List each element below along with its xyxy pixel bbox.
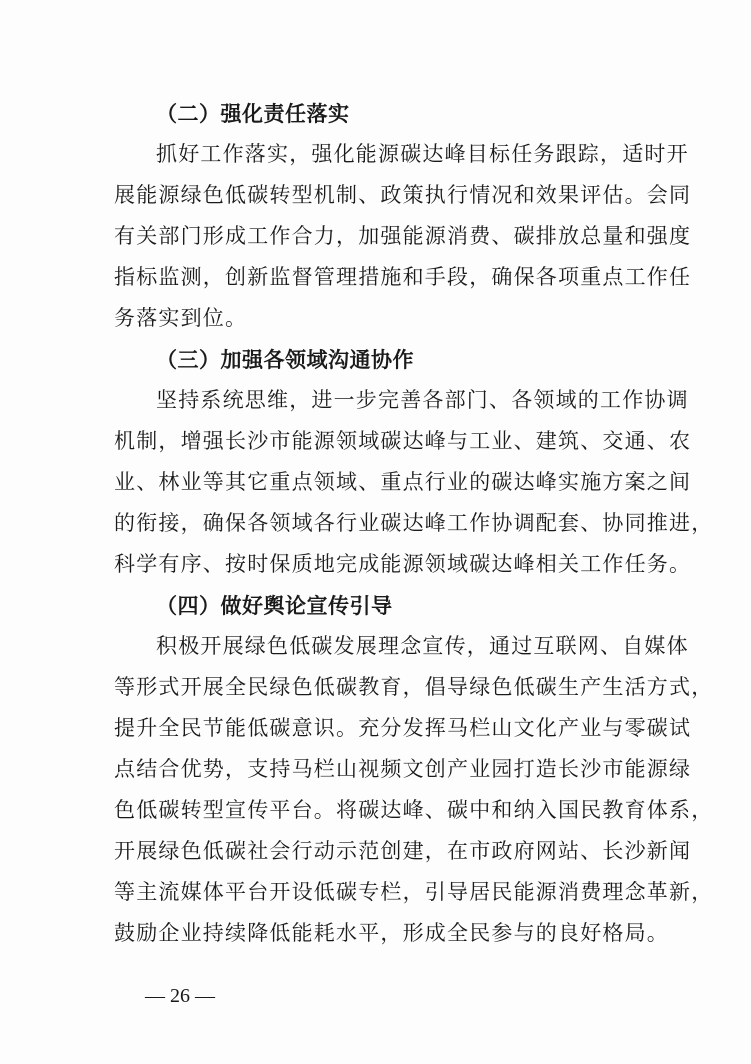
text-line: 提升全民节能低碳意识。充分发挥马栏山文化产业与零碳试 xyxy=(114,716,692,740)
text-line: 有关部门形成工作合力，加强能源消费、碳排放总量和强度 xyxy=(114,224,692,248)
text-line: 科学有序、按时保质地完成能源领域碳达峰相关工作任务。 xyxy=(114,552,692,576)
section-heading-4: （四）做好舆论宣传引导 xyxy=(156,593,393,618)
text-line: 点结合优势，支持马栏山视频文创产业园打造长沙市能源绿 xyxy=(114,757,692,781)
text-line: 机制，增强长沙市能源领域碳达峰与工业、建筑、交通、农 xyxy=(114,429,692,453)
page-content xyxy=(114,93,714,954)
section-heading-2: （二）强化责任落实 xyxy=(156,101,350,126)
text-line: 业、林业等其它重点领域、重点行业的碳达峰实施方案之间 xyxy=(114,470,692,494)
text-line: 坚持系统思维，进一步完善各部门、各领域的工作协调 xyxy=(156,388,689,412)
text-line: 的衔接，确保各领域各行业碳达峰工作协调配套、协同推进， xyxy=(114,511,714,535)
text-line: 务落实到位。 xyxy=(114,306,248,330)
text-line: 等主流媒体平台开设低碳专栏，引导居民能源消费理念革新， xyxy=(114,880,714,904)
section-paragraph-2 xyxy=(114,134,692,339)
text-line: 色低碳转型宣传平台。将碳达峰、碳中和纳入国民教育体系， xyxy=(114,798,714,822)
text-line: 抓好工作落实，强化能源碳达峰目标任务跟踪，适时开 xyxy=(156,142,689,166)
text-line: 开展绿色低碳社会行动示范创建，在市政府网站、长沙新闻 xyxy=(114,839,692,863)
text-line: 鼓励企业持续降低能耗水平，形成全民参与的良好格局。 xyxy=(114,921,669,945)
text-line: 积极开展绿色低碳发展理念宣传，通过互联网、自媒体 xyxy=(156,634,689,658)
text-line: 展能源绿色低碳转型机制、政策执行情况和效果评估。会同 xyxy=(114,183,692,207)
section-heading-3: （三）加强各领域沟通协作 xyxy=(156,347,414,372)
section-paragraph-4 xyxy=(114,626,714,954)
text-line: 等形式开展全民绿色低碳教育，倡导绿色低碳生产生活方式， xyxy=(114,675,714,699)
text-line: 指标监测，创新监督管理措施和手段，确保各项重点工作任 xyxy=(114,265,692,289)
page-number: — 26 — xyxy=(145,985,215,1007)
section-paragraph-3 xyxy=(114,380,714,585)
